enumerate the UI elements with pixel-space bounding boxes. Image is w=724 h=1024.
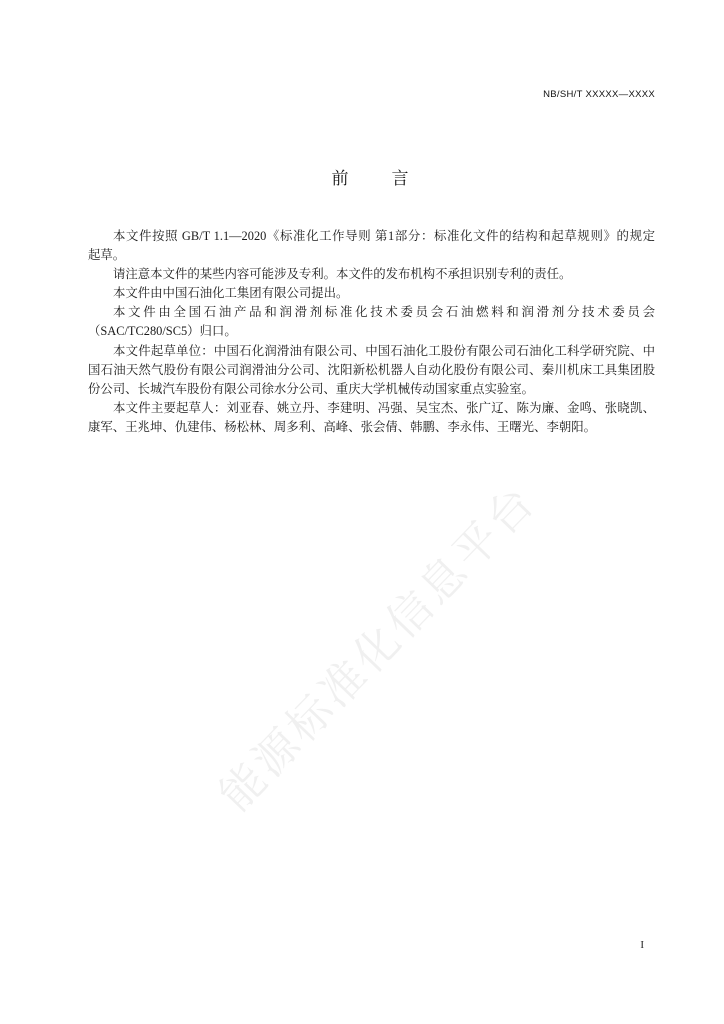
document-number-header: NB/SH/T XXXXX—XXXX	[543, 89, 655, 100]
page-number: I	[640, 939, 644, 951]
paragraph-technical-committee	[88, 303, 655, 341]
paragraph-proposer	[88, 284, 655, 303]
text-line: 起草。	[88, 248, 126, 263]
text-line: 本文件起草单位：中国石化润滑油有限公司、中国石油化工股份有限公司石油化工科学研究院、中	[113, 343, 655, 358]
text-line: 本文件主要起草人：刘亚春、姚立丹、李建明、冯强、吴宝杰、张广辽、陈为廉、金鸣、张晓凯、	[113, 400, 655, 415]
page-title: 前 言	[331, 169, 412, 189]
text-line: 份公司、长城汽车股份有限公司徐水分公司、重庆大学机械传动国家重点实验室。	[88, 381, 535, 396]
text-line: 本文件由全国石油产品和润滑剂标准化技术委员会石油燃料和润滑剂分技术委员会	[113, 305, 655, 320]
paragraph-patent-notice	[88, 265, 655, 284]
foreword-body	[88, 227, 655, 437]
text-line: 康军、王兆坤、仇建伟、杨松林、周多利、高峰、张会倩、韩鹏、李永伟、王曙光、李朝阳。	[88, 419, 597, 434]
text-line: 请注意本文件的某些内容可能涉及专利。本文件的发布机构不承担识别专利的责任。	[113, 267, 572, 282]
text-line: （SAC/TC280/SC5）归口。	[88, 324, 237, 339]
text-line: 国石油天然气股份有限公司润滑油分公司、沈阳新松机器人自动化股份有限公司、秦川机床工具集团股	[88, 362, 655, 377]
text-line: 本文件由中国石油化工集团有限公司提出。	[113, 286, 349, 301]
paragraph-drafters	[88, 399, 655, 437]
text-line: 本文件按照 GB/T 1.1—2020《标准化工作导则 第1部分：标准化文件的结构和起草规则》的规定	[113, 229, 655, 243]
watermark: 能源标准化信息平台	[209, 475, 547, 822]
paragraph-drafting-rules	[88, 227, 655, 265]
paragraph-drafting-units	[88, 342, 655, 399]
